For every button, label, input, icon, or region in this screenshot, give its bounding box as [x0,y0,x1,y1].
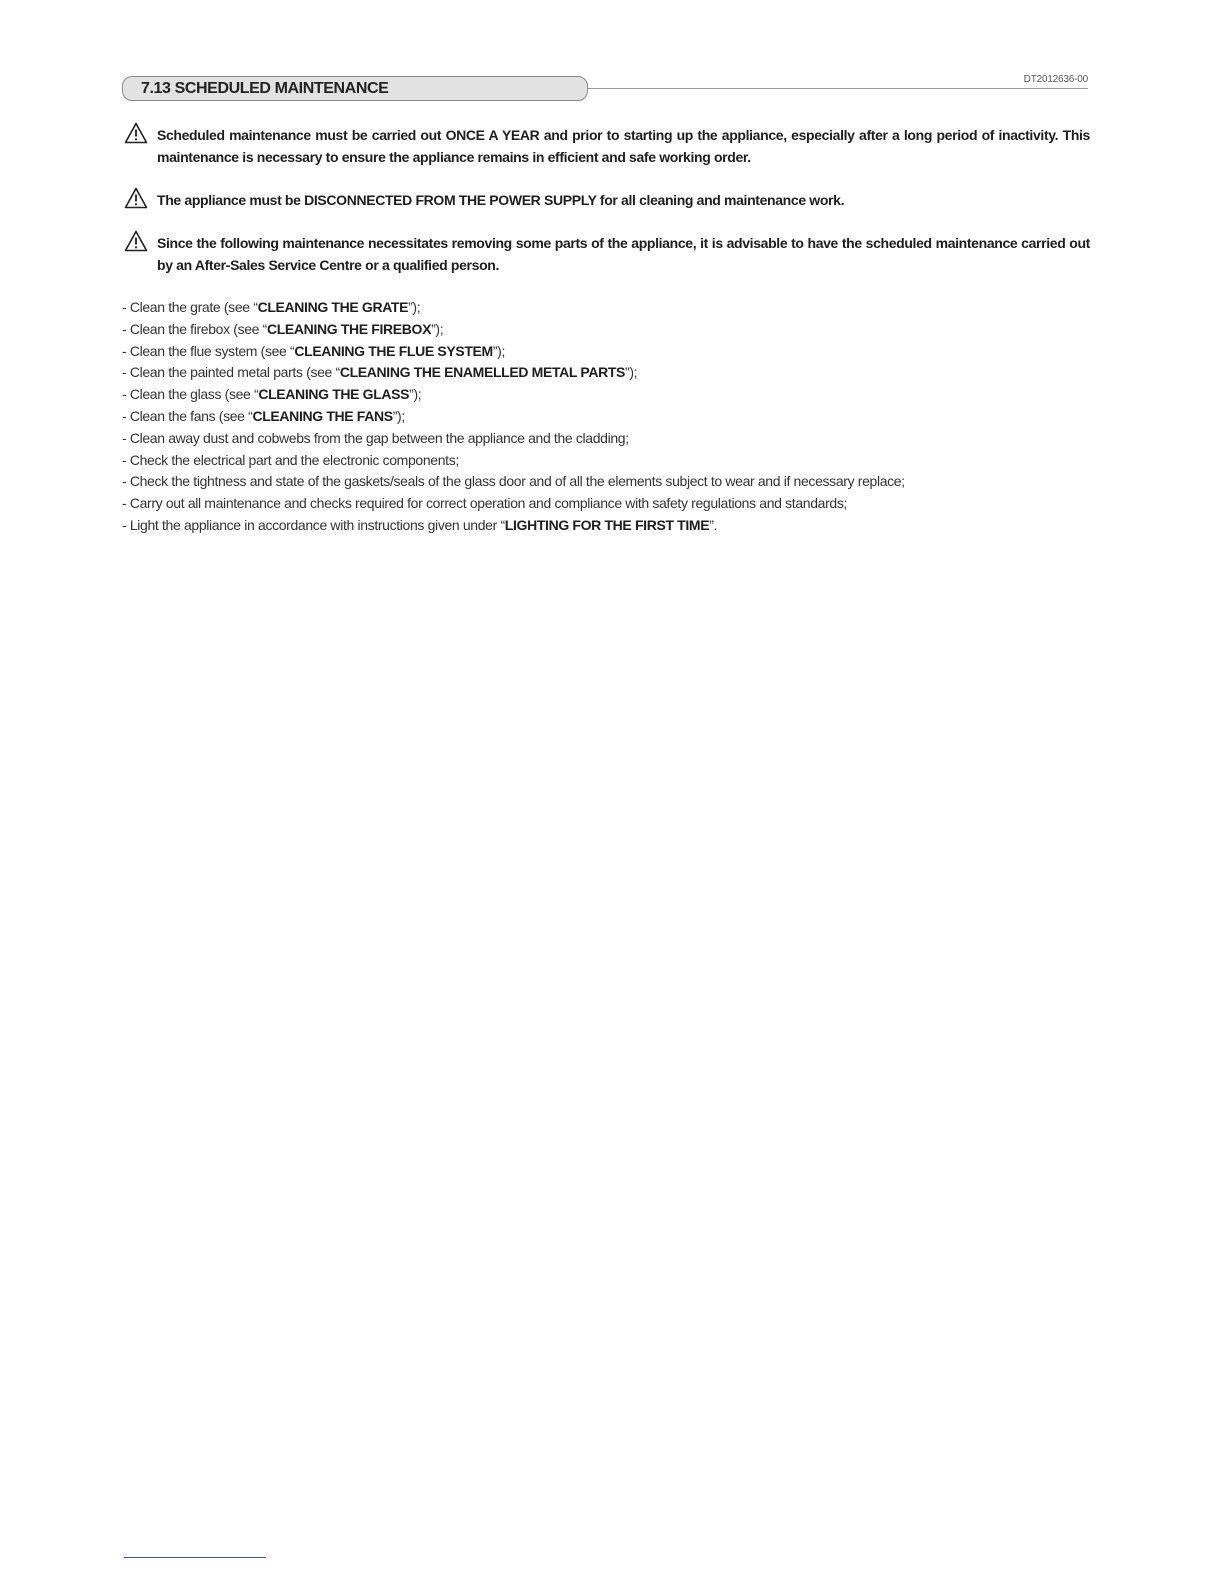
task-text: - Carry out all maintenance and checks required for correct operation and compliance with safety regulations and standards; [122,495,848,512]
list-item [122,362,1088,384]
section-reference: CLEANING THE ENAMELLED METAL PARTS [339,364,626,381]
list-item [122,450,1088,472]
list-item [122,384,1088,406]
task-text: - Clean the grate (see “ [122,299,258,315]
list-item [122,515,1088,537]
task-text: - Clean the painted metal parts (see “ [122,364,340,381]
list-item [122,319,1088,341]
list-item [122,428,1088,450]
task-suffix: ”); [431,320,444,337]
section-reference: CLEANING THE FANS [252,407,393,424]
warning-triangle-icon [124,230,148,252]
task-suffix: ”); [392,407,405,424]
task-text: - Clean the fans (see “ [122,407,253,424]
task-text: - Clean the flue system (see “ [122,342,295,359]
list-item [122,493,1088,515]
list-item [122,406,1088,428]
section-reference: LIGHTING FOR THE FIRST TIME [504,516,710,533]
document-code: DT2012636-00 [1023,74,1088,85]
section-title-tab [122,76,588,101]
maintenance-task-list [122,297,1088,537]
footnote-separator [124,1557,266,1558]
section-reference: CLEANING THE GRATE [257,299,409,315]
list-item [122,341,1088,363]
list-item [122,471,1088,493]
warning-triangle-icon [124,187,148,209]
list-item [122,297,1088,319]
section-reference: CLEANING THE FIREBOX [266,320,432,337]
task-text: - Light the appliance in accordance with instructions given under “ [122,516,505,533]
section-reference: CLEANING THE FLUE SYSTEM [294,342,493,359]
warning-qualified-service [124,232,1090,276]
section-header [122,74,1088,104]
task-text: - Clean the firebox (see “ [122,320,267,337]
task-suffix: ”); [409,386,422,403]
section-title: 7.13 SCHEDULED MAINTENANCE [141,80,389,97]
task-suffix: ”. [709,516,718,533]
task-text: - Clean away dust and cobwebs from the gap between the appliance and the cladding; [122,429,629,446]
task-text: - Check the electrical part and the electronic components; [122,451,459,468]
task-suffix: ”); [492,342,506,359]
task-text: - Clean the glass (see “ [122,386,259,403]
warning-triangle-icon [124,122,148,144]
task-suffix: ”); [625,364,638,381]
warning-disconnect-power [124,189,1090,211]
warning-text: Since the following maintenance necessitates removing some parts of the appliance, it is advisable to have the scheduled maintenance carried out by an After-Sales Service Centre or a qualified person. [157,235,1090,273]
task-text: - Check the tightness and state of the gaskets/seals of the glass door and of all the elements subject to wear and if necessary replace; [122,473,905,490]
warning-text: The appliance must be DISCONNECTED FROM THE POWER SUPPLY for all cleaning and maintenance work. [157,192,845,208]
header-rule [588,88,1088,89]
task-suffix: ”); [408,299,421,315]
section-reference: CLEANING THE GLASS [258,386,410,403]
warning-annual-maintenance [124,124,1090,168]
warning-text: Scheduled maintenance must be carried out ONCE A YEAR and prior to starting up the appliance, especially after a long period of inactivity. This maintenance is necessary to ensure the appliance remains in efficient and safe working order. [157,127,1090,165]
